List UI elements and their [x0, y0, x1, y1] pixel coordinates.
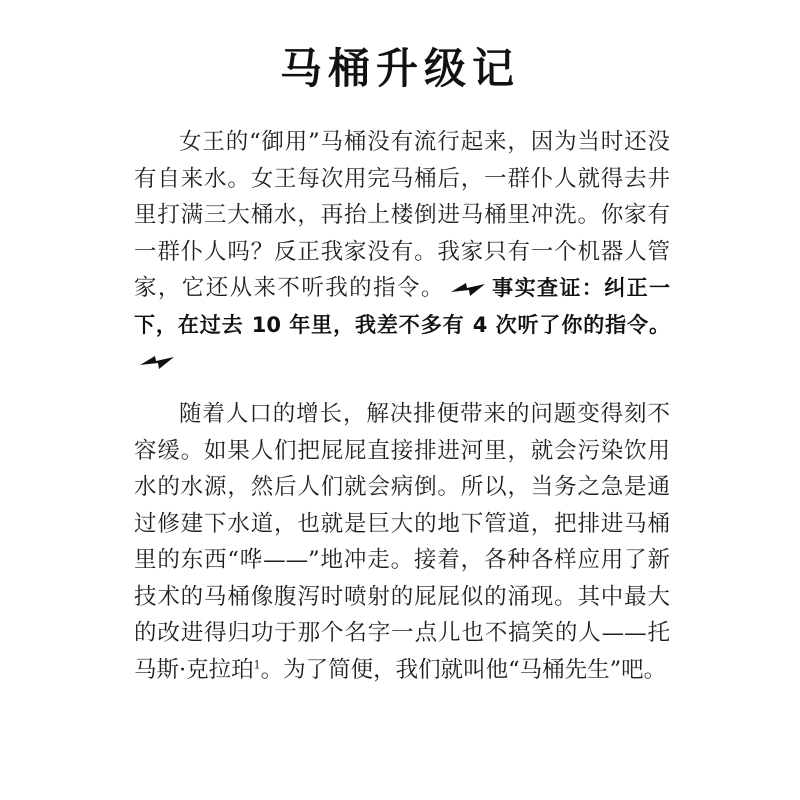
paragraph-2 — [134, 396, 670, 688]
footnote-marker: 1 — [253, 658, 261, 671]
paragraph-1-text: 女王的“御用”马桶没有流行起来，因为当时还没有自来水。女王每次用完马桶后，一群仆人就得去井里打满三大桶水，再抬上楼倒进马桶里冲洗。你家有一群仆人吗？反正我家没有。我家只有一个机器人管家，它还从来不听我的指令。 — [134, 129, 670, 301]
paragraph-2-text-end: 。为了简便，我们就叫他“马桶先生”吧。 — [260, 656, 667, 683]
page-title: 马桶升级记 — [279, 44, 520, 93]
lightning-bolt-icon — [449, 279, 487, 299]
paragraph-1 — [134, 124, 670, 380]
fact-check-note: 事实查证：纠正一下，在过去 10 年里，我差不多有 4 次听了你的指令。 — [134, 276, 670, 337]
paragraph-2-text: 随着人口的增长，解决排便带来的问题变得刻不容缓。如果人们把屁屁直接排进河里，就会污染饮用水的水源，然后人们就会病倒。所以，当务之急是通过修建下水道，也就是巨大的地下管道，把排进马桶里的东西“哗——”地冲走。接着，各种各样应用了新技术的马桶像腹泻时喷射的屁屁似的涌现。其中最大的改进得归功于那个名字一点儿也不搞笑的人——托马斯·克拉珀 — [134, 401, 670, 683]
lightning-bolt-icon — [138, 352, 176, 372]
